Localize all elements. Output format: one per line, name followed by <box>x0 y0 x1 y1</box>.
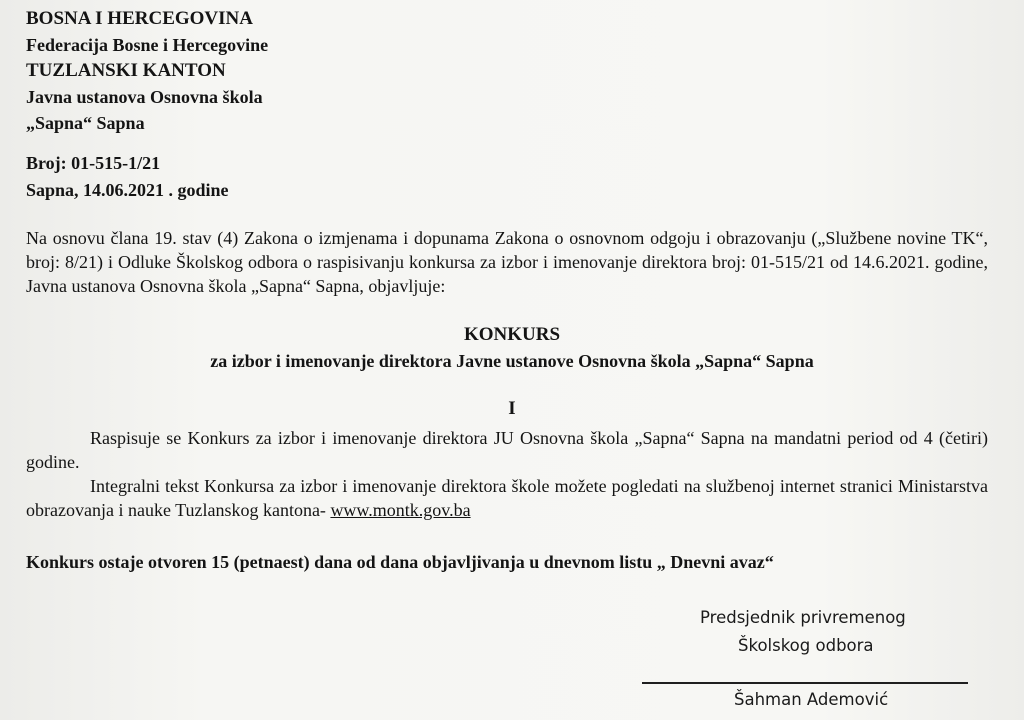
signatory-name: Šahman Ademović <box>734 690 889 709</box>
document-meta <box>26 150 229 204</box>
signature-line <box>642 682 968 684</box>
letterhead-school-name: „Sapna“ Sapna <box>26 113 145 133</box>
section-number: I <box>508 398 516 419</box>
letterhead-institution: Javna ustanova Osnovna škola <box>26 87 263 107</box>
intro-paragraph: Na osnovu člana 19. stav (4) Zakona o izmjenama i dopunama Zakona o osnovnom odgoju i obrazovanju („Službene novine TK“, broj: 8/21) i Odluke Školskog odbora o raspisivanju konkursa za izbor i imenovanje direktora broj: 01-515/21 od 14.6.2021. godine, Javna ustanova Osnovna škola „Sapna“ Sapna, objavljuje: <box>26 228 988 296</box>
section-paragraph-2 <box>26 474 988 522</box>
document-number: Broj: 01-515-1/21 <box>26 153 161 173</box>
signatory-role-line1: Predsjednik privremenog <box>700 608 906 627</box>
document-title: KONKURS <box>463 324 561 345</box>
letterhead-federation: Federacija Bosne i Hercegovine <box>26 35 269 55</box>
ministry-website-link[interactable]: www.montk.gov.ba <box>330 500 471 520</box>
document-date: Sapna, 14.06.2021 . godine <box>26 180 229 200</box>
section-paragraph-2-text: Integralni tekst Konkursa za izbor i imenovanje direktora škole možete pogledati na službenoj internet stranici Ministarstva obrazovanja i nauke Tuzlanskog kantona- <box>26 476 988 520</box>
signatory-role-line2: Školskog odbora <box>738 636 874 655</box>
letterhead-canton: TUZLANSKI KANTON <box>26 60 226 81</box>
closing-statement: Konkurs ostaje otvoren 15 (petnaest) dana od dana objavljivanja u dnevnom listu „ Dnevni avaz“ <box>26 552 774 572</box>
document-subtitle: za izbor i imenovanje direktora Javne ustanove Osnovna škola „Sapna“ Sapna <box>210 351 814 371</box>
section-paragraph-1: Raspisuje se Konkurs za izbor i imenovanje direktora JU Osnovna škola „Sapna“ Sapna na mandatni period od 4 (četiri) godine. <box>26 428 988 472</box>
letterhead-country: BOSNA I HERCEGOVINA <box>26 8 253 29</box>
letterhead <box>26 6 268 136</box>
